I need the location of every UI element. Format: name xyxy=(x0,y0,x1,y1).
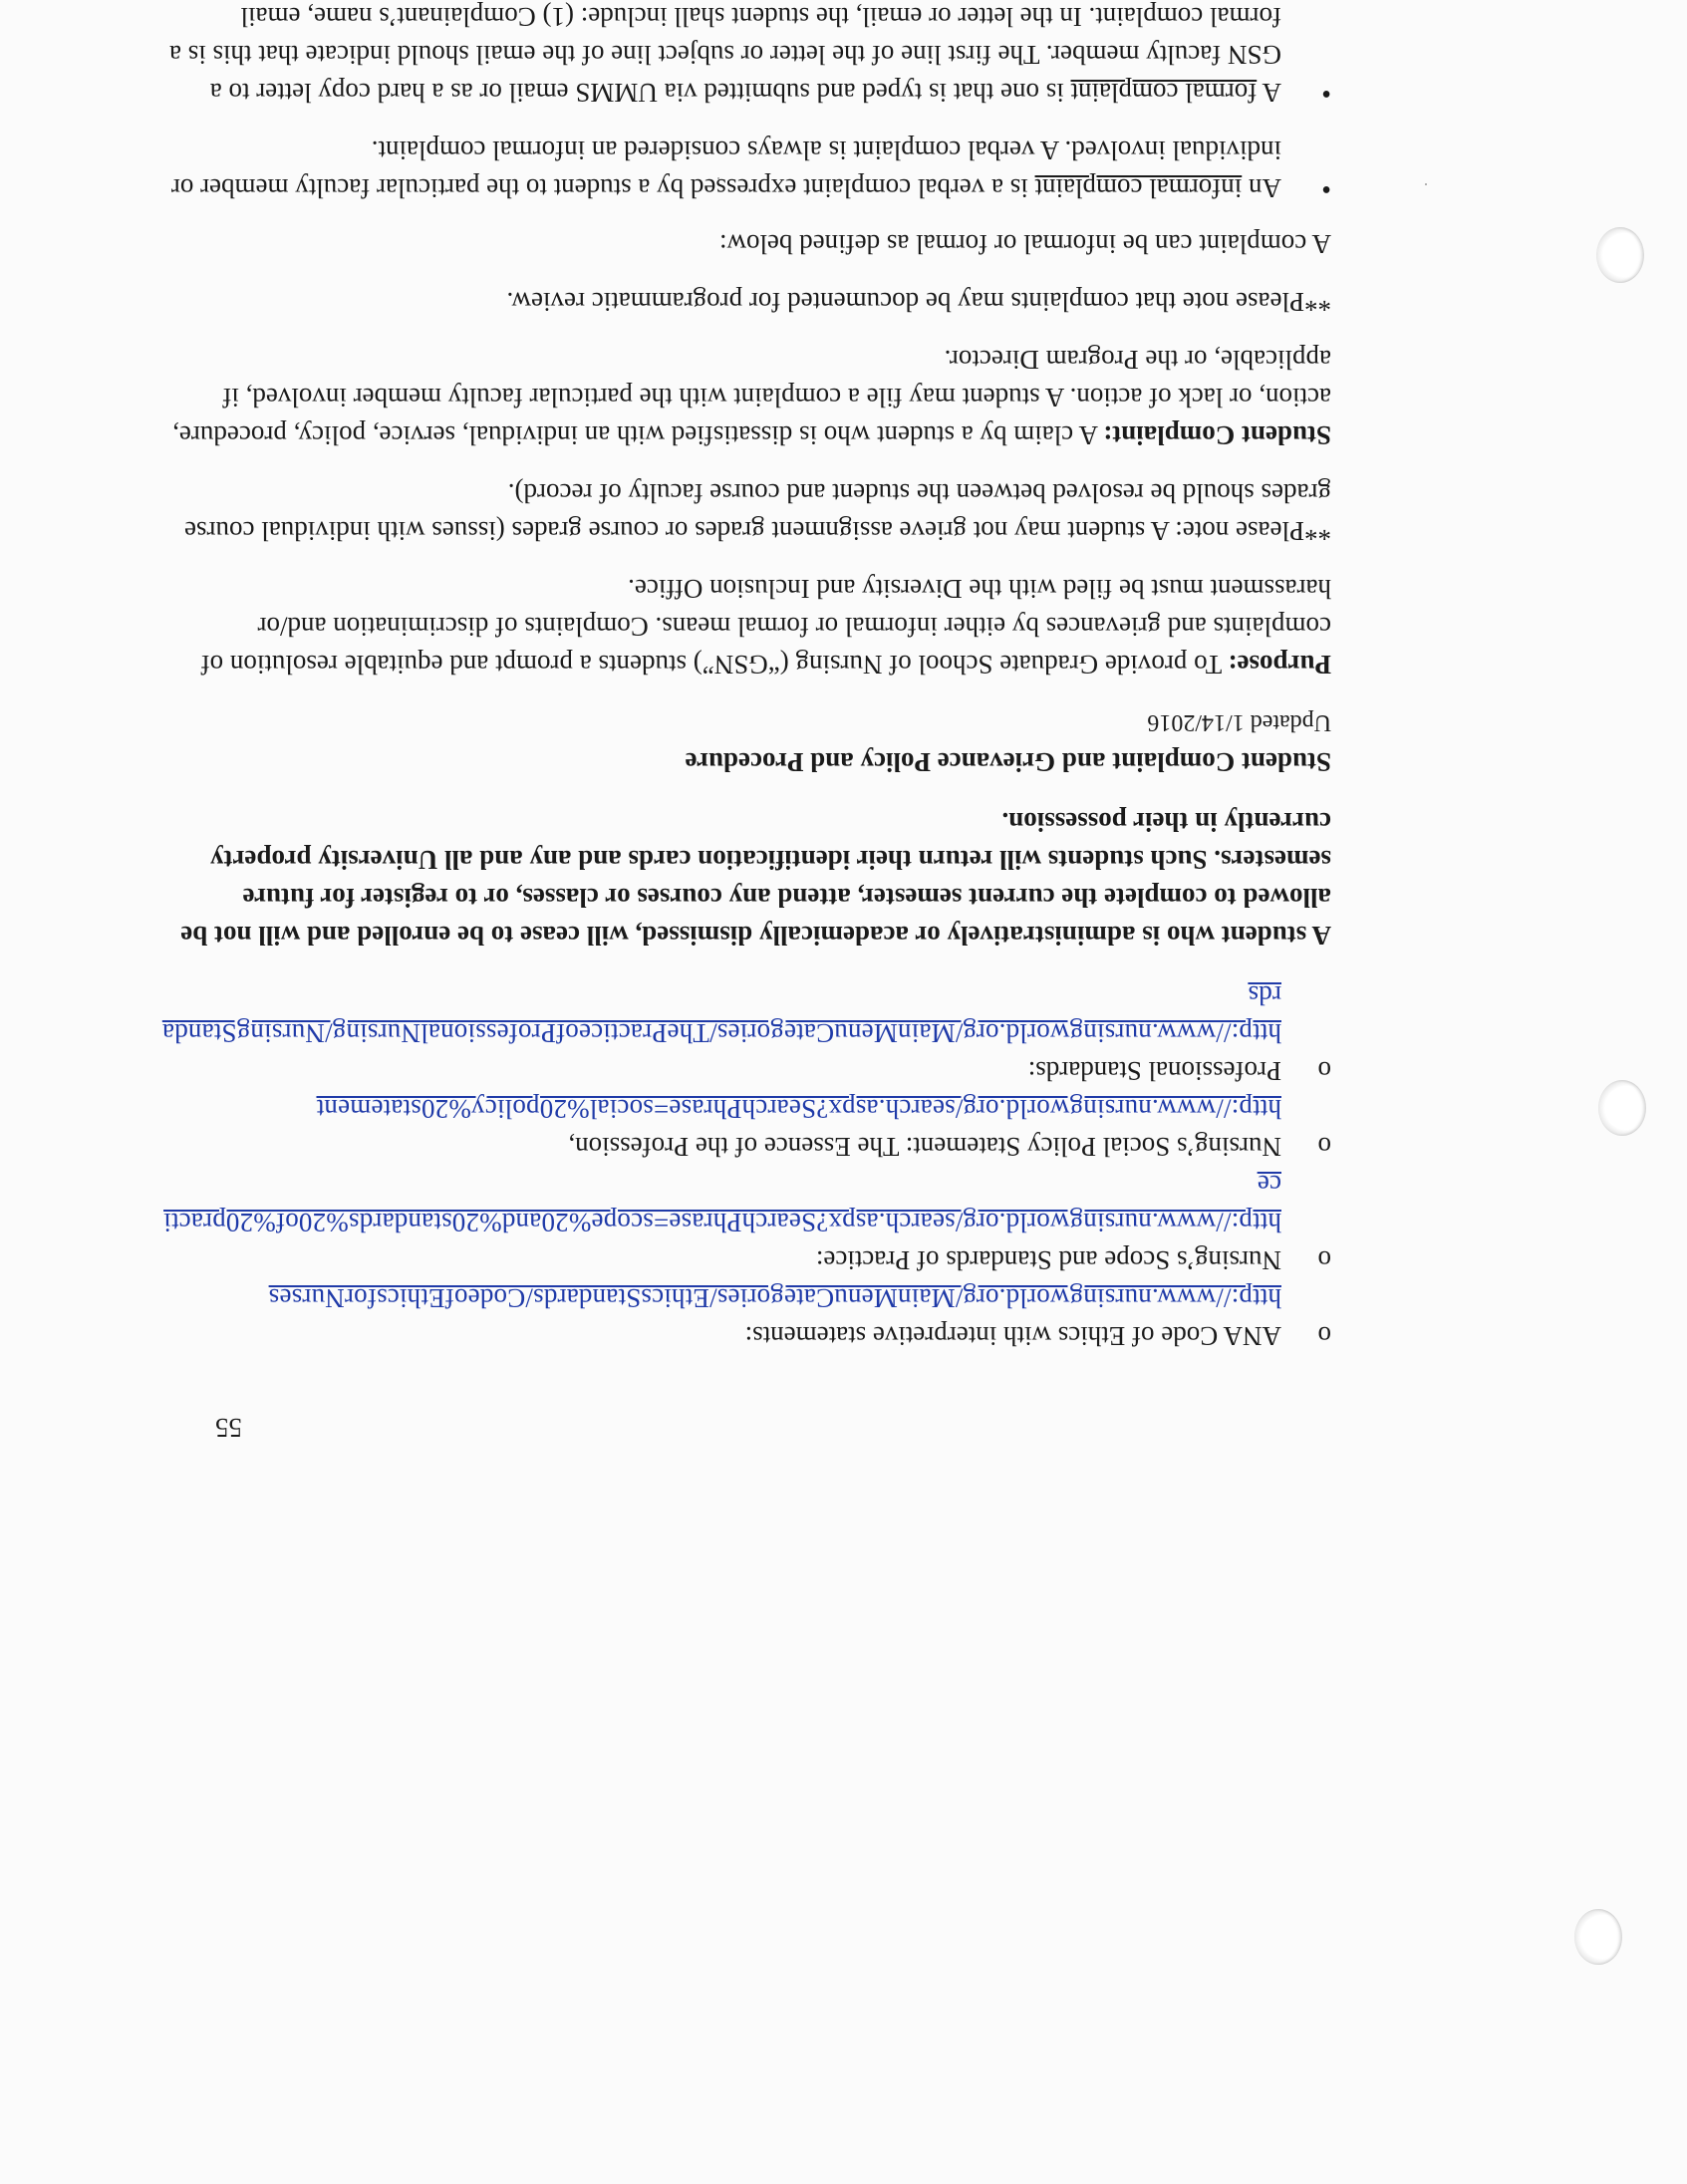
document-body xyxy=(160,0,1331,1355)
scope-standards-link[interactable]: http://www.nursingworld.org/search.aspx?SearchPhrase=scope%20and%20standards%20of%20practice xyxy=(163,1170,1281,1237)
informal-complaint-item xyxy=(160,132,1331,207)
list-item-label: Nursing’s Social Policy Statement: The Essence of the Profession, xyxy=(568,1132,1281,1162)
formal-complaint-item xyxy=(160,0,1331,112)
informal-prefix: An xyxy=(1242,173,1281,203)
list-item-label: ANA Code of Ethics with interpretive statements: xyxy=(744,1321,1281,1351)
complaint-intro: A complaint can be informal or formal as defined below: xyxy=(718,229,1331,259)
list-item xyxy=(160,1090,1331,1166)
complaint-paragraph xyxy=(160,341,1331,454)
list-item-label: Professional Standards: xyxy=(1027,1056,1281,1086)
professional-standards-link[interactable]: http://www.nursingworld.org/MainMenuCategories/ThePracticeofProfessionalNursing/NursingStandards xyxy=(161,980,1281,1048)
list-item-label: Nursing’s Scope and Standards of Practice: xyxy=(815,1245,1281,1275)
purpose-label: Purpose: xyxy=(1228,650,1331,680)
informal-term: informal complaint xyxy=(1034,173,1243,203)
social-policy-link[interactable]: http://www.nursingworld.org/search.aspx?SearchPhrase=social%20policy%20statement xyxy=(316,1094,1281,1124)
list-item xyxy=(160,976,1331,1090)
purpose-paragraph xyxy=(160,570,1331,683)
complaint-label: Student Complaint: xyxy=(1103,420,1331,450)
formal-term: formal complaint xyxy=(1070,78,1258,108)
grades-note: **Please note: A student may not grieve assignment grades or course grades (issues with individual course grades should be resolved between the student and course faculty of record). xyxy=(183,478,1331,546)
purpose-text: To provide Graduate School of Nursing (“GSN”) students a prompt and equitable resolution of complaints and grievances by either informal or formal means. Complaints of discrimination and/or harassment must be filed with the Diversity and Inclusion Office. xyxy=(200,574,1331,680)
ana-code-link[interactable]: http://www.nursingworld.org/MainMenuCategories/EthicsStandards/CodeofEthicsforNurses xyxy=(268,1283,1281,1313)
complaint-types-list xyxy=(160,0,1331,207)
reference-list xyxy=(160,976,1331,1355)
informal-text: is a verbal complaint expressed by a student to the particular faculty member or individual involved. A verbal complaint is always considered an informal complaint. xyxy=(170,136,1281,203)
review-note: **Please note that complaints may be documented for programmatic review. xyxy=(506,287,1331,317)
section-title: Student Complaint and Grievance Policy and Procedure xyxy=(685,747,1331,777)
updated-date: Updated 1/14/2016 xyxy=(1147,709,1331,735)
page-number: 55 xyxy=(215,1413,242,1443)
list-item xyxy=(160,1279,1331,1355)
list-item xyxy=(160,1166,1331,1279)
formal-prefix: A xyxy=(1257,78,1281,108)
dismissal-paragraph: A student who is administratively or academically dismissed, will cease to be enrolled and will not be allowed to complete the current semester, attend any courses or classes, or to register for future semesters. Such students will return their identification cards and any and all University property currently in their possession. xyxy=(180,807,1331,951)
complaint-text: A claim by a student who is dissatisfied with an individual, service, policy, procedure, action, or lack of action. A student may file a complaint with the particular faculty member involved, if applicable, or the Program Director. xyxy=(172,345,1331,450)
formal-text: is one that is typed and submitted via UMMS email or as a hard copy letter to a GSN faculty member. The first line of the letter or subject line of the email should indicate that this is a formal complaint. In the letter or email, the student shall include: (1) Complainant’s name, email xyxy=(169,2,1281,108)
